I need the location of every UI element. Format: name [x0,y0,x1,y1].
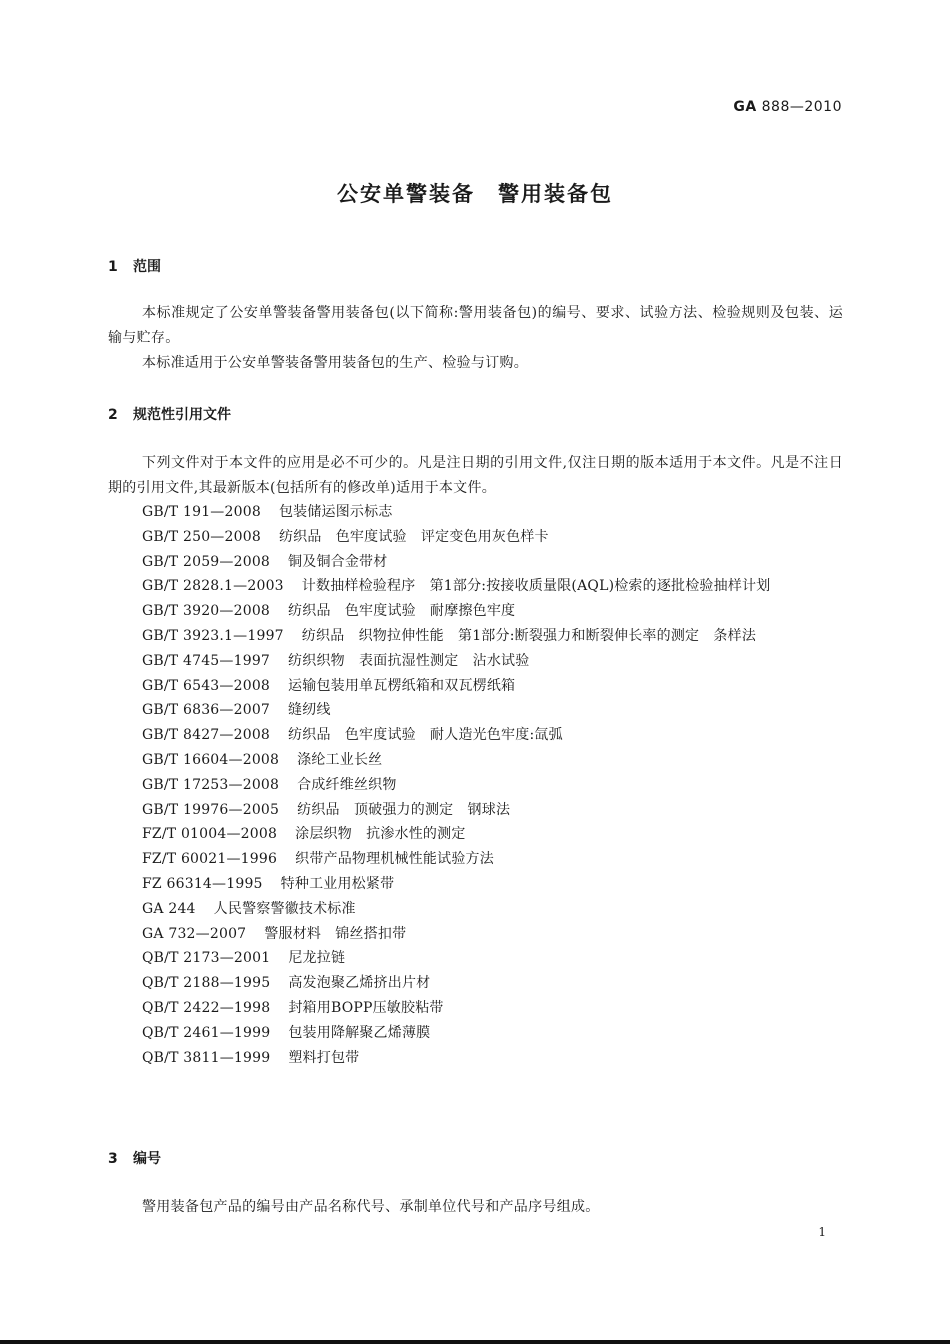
reference-code: GB/T 3920—2008 [142,603,271,620]
reference-title: 尼龙拉链 [288,950,346,967]
page-number: 1 [818,1225,826,1239]
reference-list [108,500,843,1070]
reference-code: QB/T 2173—2001 [142,950,271,967]
list-item [108,674,843,699]
reference-code: FZ/T 01004—2008 [142,826,278,843]
reference-title: 纺织品 织物拉伸性能 第1部分:断裂强力和断裂伸长率的测定 条样法 [301,627,757,644]
reference-title: 织带产品物理机械性能试验方法 [295,851,494,868]
reference-code: GB/T 4745—1997 [142,652,271,669]
list-item [108,525,843,550]
list-item [108,872,843,897]
section-title: 规范性引用文件 [133,407,231,423]
reference-code: GA 244 [142,900,196,917]
section-3-heading [108,1148,161,1168]
reference-code: QB/T 2461—1999 [142,1024,271,1041]
section-2-intro: 下列文件对于本文件的应用是必不可少的。凡是注日期的引用文件,仅注日期的版本适用于本文件。凡是不注日期的引用文件,其最新版本(包括所有的修改单)适用于本文件。 [108,455,843,496]
reference-code: GB/T 3923.1—1997 [142,627,284,644]
reference-title: 包装用降解聚乙烯薄膜 [288,1024,431,1041]
reference-code: QB/T 2422—1998 [142,999,271,1016]
reference-title: 警服材料 锦丝搭扣带 [264,925,407,942]
reference-code: GB/T 6836—2007 [142,702,271,719]
reference-code: GB/T 191—2008 [142,504,261,520]
section-title: 范围 [133,259,161,275]
list-item [108,922,843,947]
section-3-paragraph-1: 警用装备包产品的编号由产品名称代号、承制单位代号和产品序号组成。 [142,1199,600,1215]
document-code-prefix: GA [733,99,757,115]
list-item [108,1046,843,1071]
page-title: 公安单警装备 警用装备包 [337,182,613,206]
reference-title: 纺织品 色牢度试验 评定变色用灰色样卡 [278,528,549,545]
section-number: 2 [108,407,118,423]
section-1-paragraph-2: 本标准适用于公安单警装备警用装备包的生产、检验与订购。 [142,355,529,371]
list-item [108,897,843,922]
list-item [108,698,843,723]
reference-title: 特种工业用松紧带 [280,875,395,892]
reference-code: GB/T 250—2008 [142,528,261,545]
section-title: 编号 [133,1151,161,1167]
section-number: 3 [108,1151,118,1167]
reference-code: GB/T 16604—2008 [142,751,280,768]
list-item [108,723,843,748]
list-item [108,847,843,872]
bottom-divider [0,1340,950,1344]
list-item [108,599,843,624]
section-number: 1 [108,259,118,275]
reference-code: FZ/T 60021—1996 [142,851,278,868]
reference-code: GA 732—2007 [142,925,247,942]
reference-title: 缝纫线 [288,702,331,719]
reference-title: 塑料打包带 [288,1049,360,1066]
list-item [108,822,843,847]
reference-title: 包装储运图示标志 [278,504,393,520]
reference-code: FZ 66314—1995 [142,875,263,892]
reference-title: 高发泡聚乙烯挤出片材 [288,975,431,992]
reference-title: 纺织织物 表面抗湿性测定 沾水试验 [288,652,530,669]
reference-code: GB/T 17253—2008 [142,776,280,793]
list-item [108,1021,843,1046]
reference-code: GB/T 19976—2005 [142,801,280,818]
reference-title: 铜及铜合金带材 [288,553,388,570]
section-2-heading [108,404,231,424]
section-1-paragraph-1: 本标准规定了公安单警装备警用装备包(以下简称:警用装备包)的编号、要求、试验方法、检验规则及包装、运输与贮存。 [108,305,843,346]
reference-title: 计数抽样检验程序 第1部分:按接收质量限(AQL)检索的逐批检验抽样计划 [301,578,771,595]
list-item [108,550,843,575]
reference-code: GB/T 8427—2008 [142,727,271,744]
list-item [108,748,843,773]
reference-code: GB/T 2828.1—2003 [142,578,284,595]
list-item [108,500,843,525]
reference-title: 运输包装用单瓦楞纸箱和双瓦楞纸箱 [288,677,516,694]
reference-code: QB/T 3811—1999 [142,1049,271,1066]
list-item [108,624,843,649]
list-item [108,946,843,971]
reference-code: GB/T 2059—2008 [142,553,271,570]
document-code [733,99,842,115]
reference-title: 合成纤维丝织物 [297,776,397,793]
list-item [108,649,843,674]
list-item [108,971,843,996]
list-item [108,574,843,599]
reference-title: 封箱用BOPP压敏胶粘带 [288,999,444,1016]
reference-title: 人民警察警徽技术标准 [213,900,356,917]
reference-title: 纺织品 顶破强力的测定 钢球法 [297,801,511,818]
list-item [108,773,843,798]
list-item [108,798,843,823]
reference-title: 纺织品 色牢度试验 耐人造光色牢度:氙弧 [288,727,563,744]
reference-title: 涤纶工业长丝 [297,751,383,768]
reference-code: GB/T 6543—2008 [142,677,271,694]
document-code-number: 888—2010 [761,99,842,115]
reference-title: 涂层织物 抗渗水性的测定 [295,826,466,843]
list-item [108,996,843,1021]
reference-title: 纺织品 色牢度试验 耐摩擦色牢度 [288,603,516,620]
reference-code: QB/T 2188—1995 [142,975,271,992]
section-1-heading [108,256,161,276]
